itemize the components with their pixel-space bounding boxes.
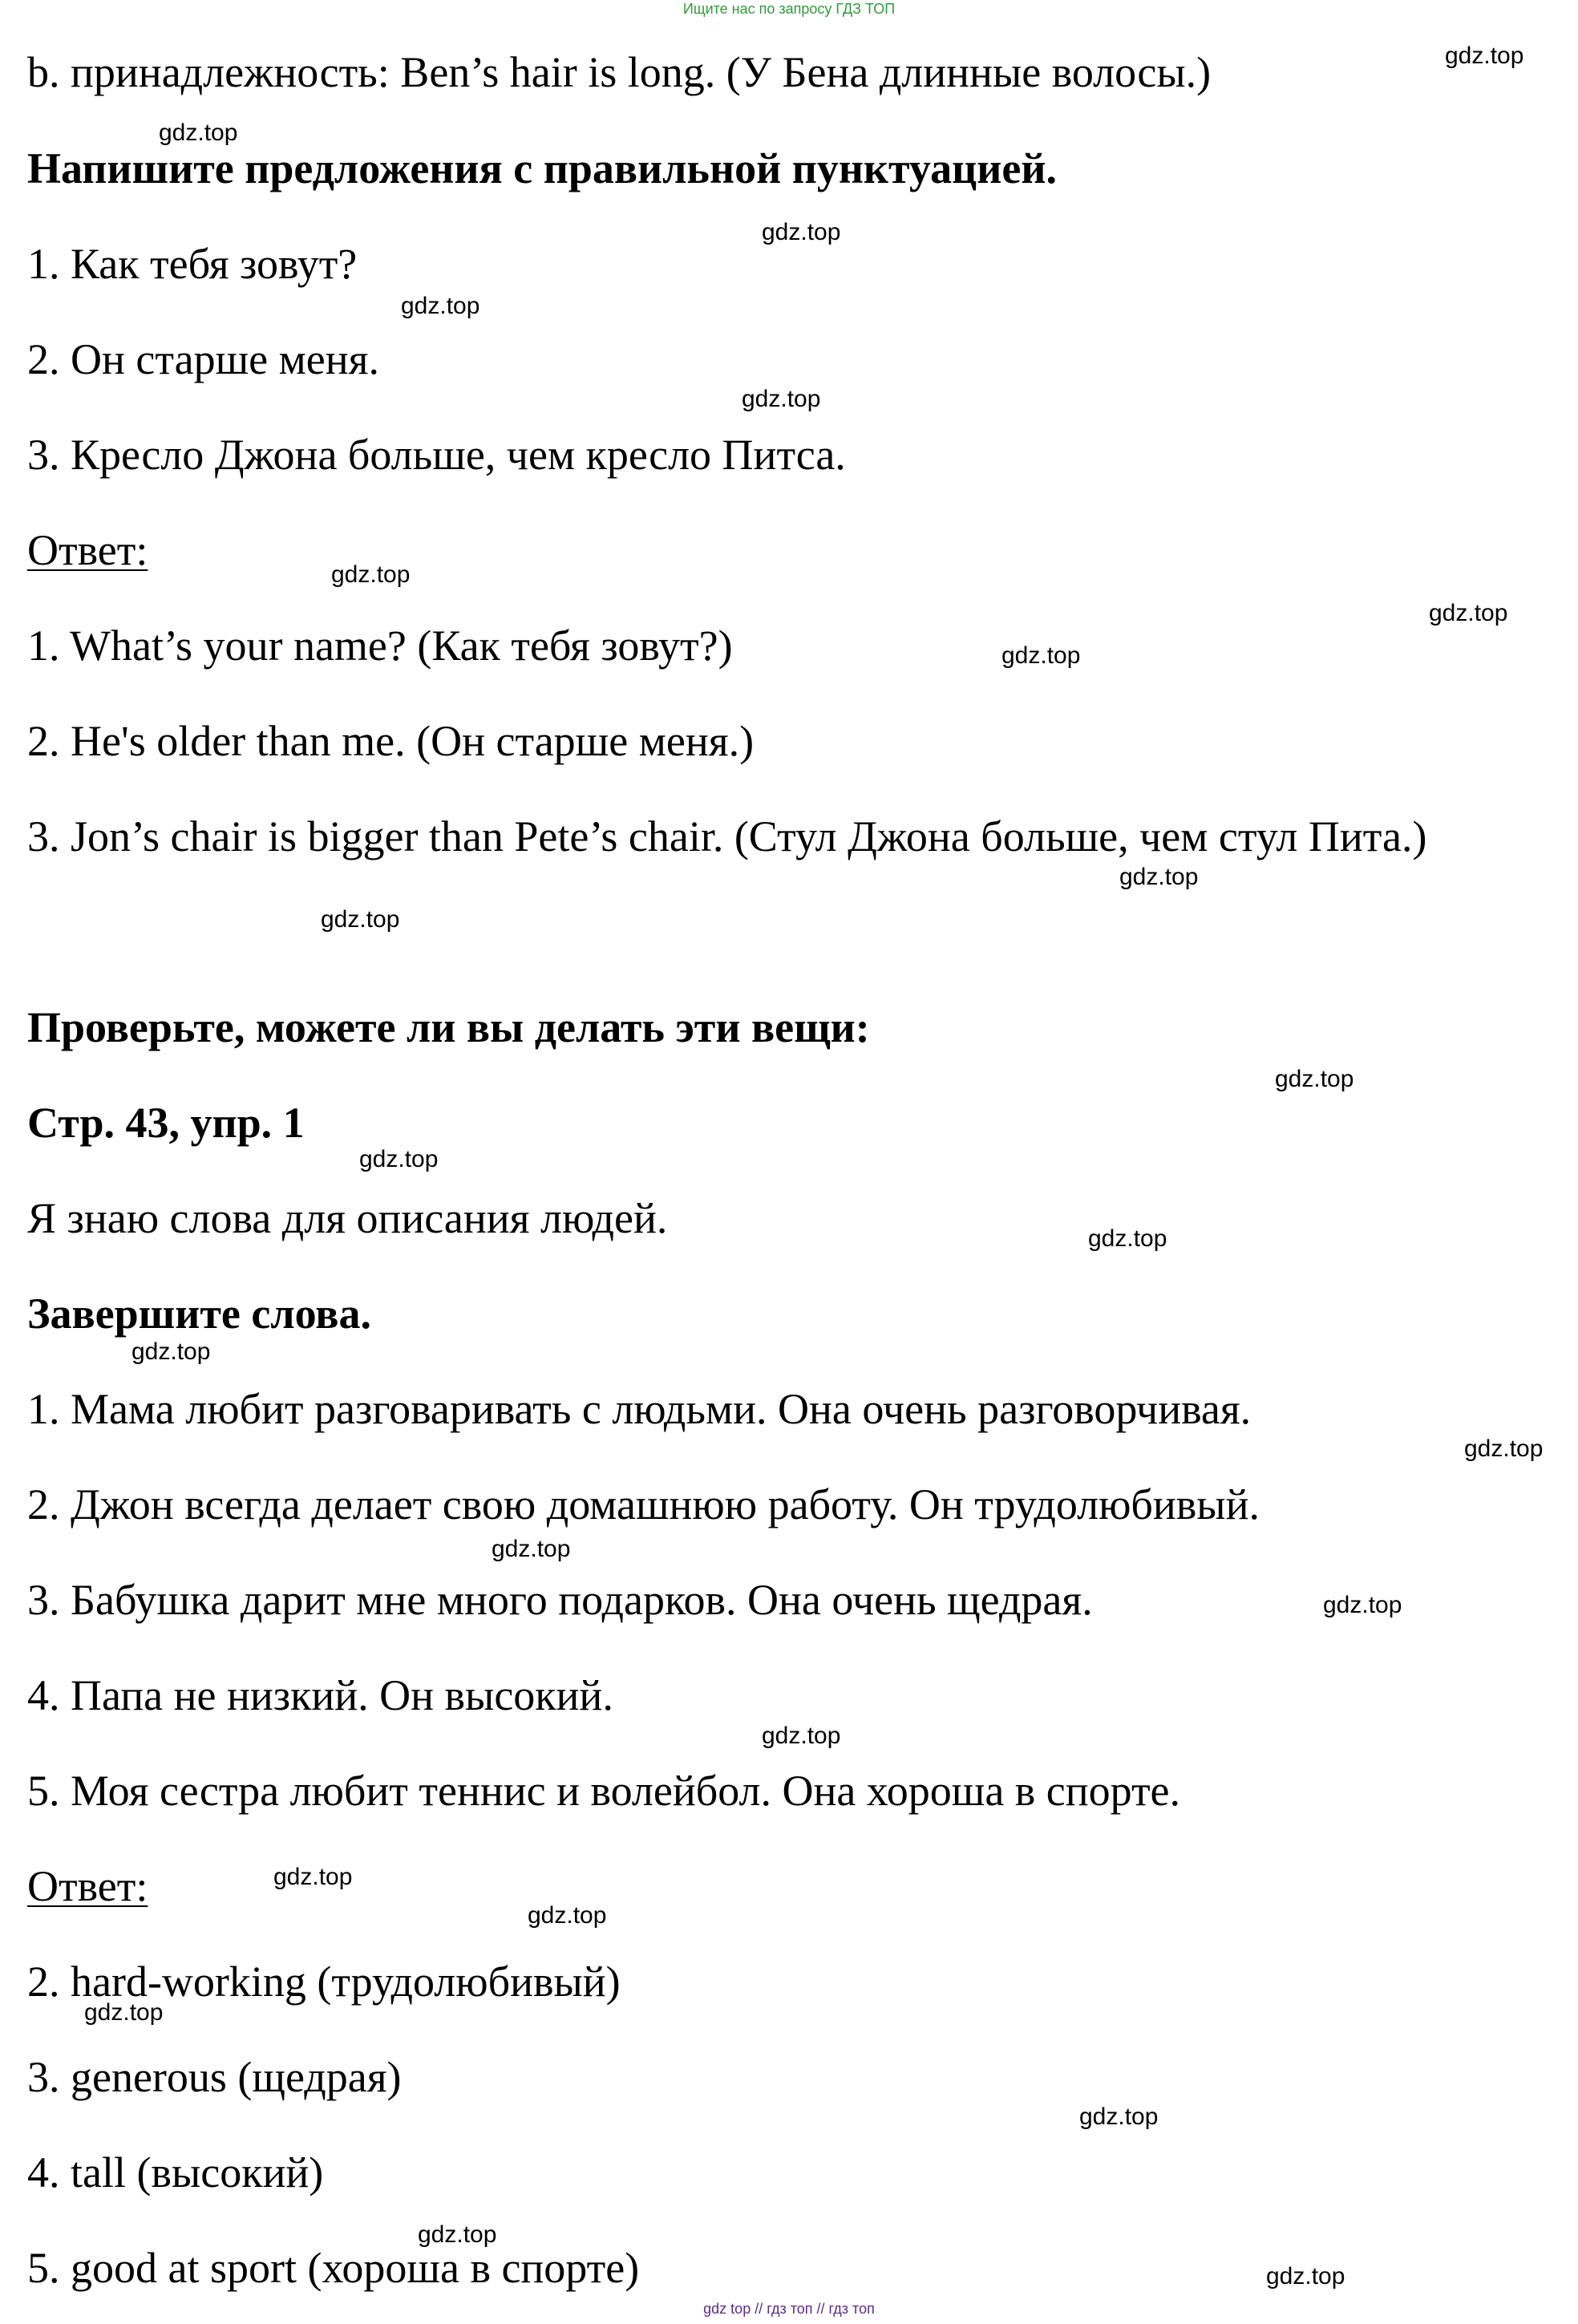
- watermark: gdz.top: [742, 386, 821, 412]
- watermark: gdz.top: [84, 1999, 164, 2026]
- watermark: gdz.top: [159, 119, 238, 146]
- task1-item-2: 2. Он старше меня.: [27, 335, 380, 383]
- watermark: gdz.top: [762, 1723, 841, 1749]
- watermark: gdz.top: [1323, 1592, 1402, 1618]
- page-heading: Стр. 43, упр. 1: [27, 1099, 305, 1147]
- answer1-item-3: 3. Jon’s chair is bigger than Pete’s chair. (Стул Джона больше, чем стул Пита.): [27, 812, 1427, 860]
- task1-item-3: 3. Кресло Джона больше, чем кресло Питса.: [27, 431, 846, 479]
- check-heading: Проверьте, можете ли вы делать эти вещи:: [27, 1003, 870, 1051]
- bottom-banner: gdz top // гдз топ // гдз топ: [703, 2301, 875, 2317]
- watermark: gdz.top: [359, 1146, 439, 1172]
- watermark: gdz.top: [1429, 600, 1508, 626]
- watermark: gdz.top: [331, 561, 411, 588]
- watermark: gdz.top: [1001, 642, 1081, 669]
- answer2-item-2: 2. hard-working (трудолюбивый): [27, 1958, 621, 2006]
- watermark: gdz.top: [1275, 1066, 1354, 1092]
- watermark: gdz.top: [1464, 1435, 1544, 1462]
- intro-line: Я знаю слова для описания людей.: [27, 1194, 668, 1242]
- watermark: gdz.top: [1119, 864, 1199, 890]
- answer2-item-3: 3. generous (щедрая): [27, 2053, 402, 2101]
- watermark: gdz.top: [132, 1338, 211, 1365]
- watermark: gdz.top: [321, 906, 400, 933]
- answer1-item-1: 1. What’s your name? (Как тебя зовут?): [27, 621, 733, 670]
- task2-item-4: 4. Папа не низкий. Он высокий.: [27, 1671, 613, 1719]
- answer2-item-5: 5. good at sport (хороша в спорте): [27, 2244, 640, 2292]
- possession-line: b. принадлежность: Ben’s hair is long. (У Бена длинные волосы.): [27, 48, 1212, 96]
- watermark: gdz.top: [762, 219, 841, 245]
- answer1-item-2: 2. He's older than me. (Он старше меня.): [27, 717, 755, 765]
- watermark: gdz.top: [1079, 2103, 1159, 2130]
- watermark: gdz.top: [528, 1902, 607, 1929]
- task2-item-5: 5. Моя сестра любит теннис и волейбол. Она хороша в спорте.: [27, 1767, 1181, 1815]
- task2-heading: Завершите слова.: [27, 1290, 371, 1338]
- watermark: gdz.top: [1266, 2263, 1345, 2290]
- watermark: gdz.top: [1445, 43, 1524, 69]
- watermark: gdz.top: [401, 293, 480, 319]
- watermark: gdz.top: [273, 1864, 353, 1890]
- watermark: gdz.top: [418, 2221, 497, 2248]
- answer1-label: Ответ:: [27, 526, 148, 574]
- task2-item-1: 1. Мама любит разговаривать с людьми. Она очень разговорчивая.: [27, 1385, 1252, 1433]
- watermark: gdz.top: [1088, 1225, 1167, 1252]
- task1-item-1: 1. Как тебя зовут?: [27, 240, 358, 288]
- answer2-label: Ответ:: [27, 1862, 148, 1910]
- top-banner: Ищите нас по запросу ГДЗ ТОП: [682, 1, 896, 17]
- task2-item-3: 3. Бабушка дарит мне много подарков. Она очень щедрая.: [27, 1576, 1093, 1624]
- watermark: gdz.top: [492, 1536, 571, 1562]
- task1-heading: Напишите предложения с правильной пунктуацией.: [27, 144, 1057, 192]
- task2-item-2: 2. Джон всегда делает свою домашнюю работу. Он трудолюбивый.: [27, 1480, 1260, 1528]
- answer2-item-4: 4. tall (высокий): [27, 2148, 324, 2196]
